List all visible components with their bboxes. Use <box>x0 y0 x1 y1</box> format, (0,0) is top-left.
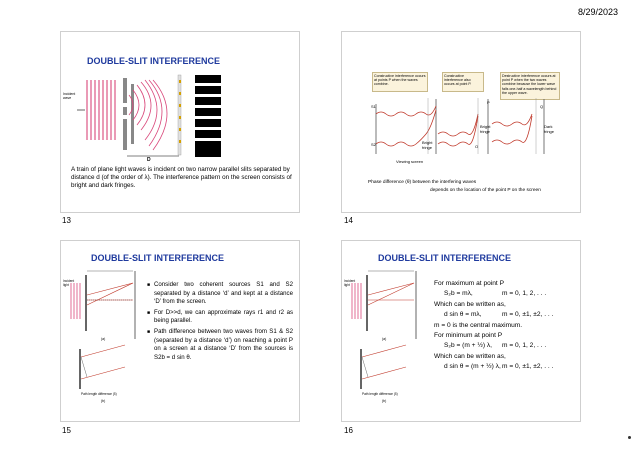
incident-light-label: Incident light <box>63 279 75 287</box>
bullet-3: ■ Path difference between two waves from S1 & S2 (separated by a distance ‘d’) on reaching a point P on a screen at a distance ‘D’ from the sources is S2b = d sin θ. <box>147 328 293 362</box>
slide-16 <box>341 240 581 422</box>
fringes-figure <box>368 94 568 164</box>
double-slit-figure <box>75 70 225 165</box>
bright-fringe-label-1: Bright fringe <box>422 140 433 150</box>
s2-label: S2 <box>371 142 376 147</box>
destructive-box-text: Destructive interference occurs at point P when the two waves combine because the lower wave falls one-half a wavelength behind the upper wave. <box>502 74 557 95</box>
eq-line: Which can be written as, <box>434 352 506 360</box>
path-difference-figure <box>346 269 424 399</box>
constructive-box-2-text: Constructive interference also occurs at point P. <box>444 74 472 87</box>
slide-title: DOUBLE-SLIT INTERFERENCE <box>378 253 512 263</box>
print-date: 8/29/2023 <box>577 7 618 17</box>
viewing-screen-label: Viewing screen <box>396 159 424 164</box>
slide-13-caption: A train of plane light waves is incident on two narrow parallel slits separated by distance d (of the order of λ). The interference pattern on the screen consists of bright and dark fringes. <box>71 166 292 189</box>
slide-15-bullets <box>147 281 293 364</box>
slide-16-equations <box>434 279 580 373</box>
constructive-box-1 <box>372 72 428 92</box>
path-length-label: Path length difference (δ) <box>362 392 398 396</box>
panel-a-label: (a) <box>101 337 106 341</box>
bright-fringe-label-2: Bright fringe <box>480 124 491 134</box>
page-number: 13 <box>62 216 71 225</box>
q-label: Q <box>540 104 544 109</box>
slide-15 <box>60 240 300 422</box>
eq-line: For maximum at point P <box>434 280 504 287</box>
o-label: O <box>475 144 479 149</box>
slide-14 <box>341 31 581 213</box>
panel-a-label: (a) <box>382 337 387 341</box>
eq-line: m = 0 is the central maximum. <box>434 321 523 329</box>
eq-line: S₂b = (m + ½) λ, m = 0, 1, 2, . . . <box>444 342 547 350</box>
eq-line: d sin θ = mλ, m = 0, ±1, ±2, . . . <box>444 311 554 319</box>
eq-line: S₂b = mλ, m = 0, 1, 2, . . . <box>444 290 547 298</box>
slide-14-caption-line1: Phase difference (θ) between the interfering waves <box>368 180 477 185</box>
dark-fringe-label: Dark fringe <box>544 124 555 134</box>
eq-line: For minimum at point P <box>434 332 503 340</box>
panel-b-label: (b) <box>382 399 387 403</box>
corner-marker <box>628 436 631 439</box>
page-number: 16 <box>344 426 353 435</box>
slide-title: DOUBLE-SLIT INTERFERENCE <box>87 56 221 66</box>
page-number: 14 <box>344 216 353 225</box>
slide-14-caption-line2: depends on the location of the point P on the screen <box>430 188 541 193</box>
slide-title: DOUBLE-SLIT INTERFERENCE <box>91 253 225 263</box>
incident-wave-label: Incident wave <box>63 92 76 100</box>
bullet-1: ■ Consider two coherent sources S1 and S2 separated by a distance ‘d’ and kept at a distance ‘D’ from the screen. <box>147 281 293 307</box>
slide-13 <box>60 31 300 213</box>
page-number: 15 <box>62 426 71 435</box>
path-length-label: Path length difference (δ) <box>81 392 117 396</box>
panel-b-label: (b) <box>101 399 106 403</box>
p-label: P <box>487 100 490 105</box>
distance-d-label: D <box>147 157 151 163</box>
s1-label: S1 <box>371 104 376 109</box>
constructive-box-2 <box>442 72 484 92</box>
eq-line: Which can be written as, <box>434 300 506 308</box>
incident-light-label: Incident light <box>344 279 356 287</box>
eq-line: d sin θ = (m + ½) λ,m = 0, ±1, ±2, . . . <box>444 363 554 371</box>
constructive-box-1-text: Constructive interference occurs at points P when the waves combine. <box>374 74 426 87</box>
bullet-2: ■ For D>>d, we can approximate rays r1 and r2 as being parallel. <box>147 309 293 326</box>
path-difference-figure <box>65 269 143 399</box>
